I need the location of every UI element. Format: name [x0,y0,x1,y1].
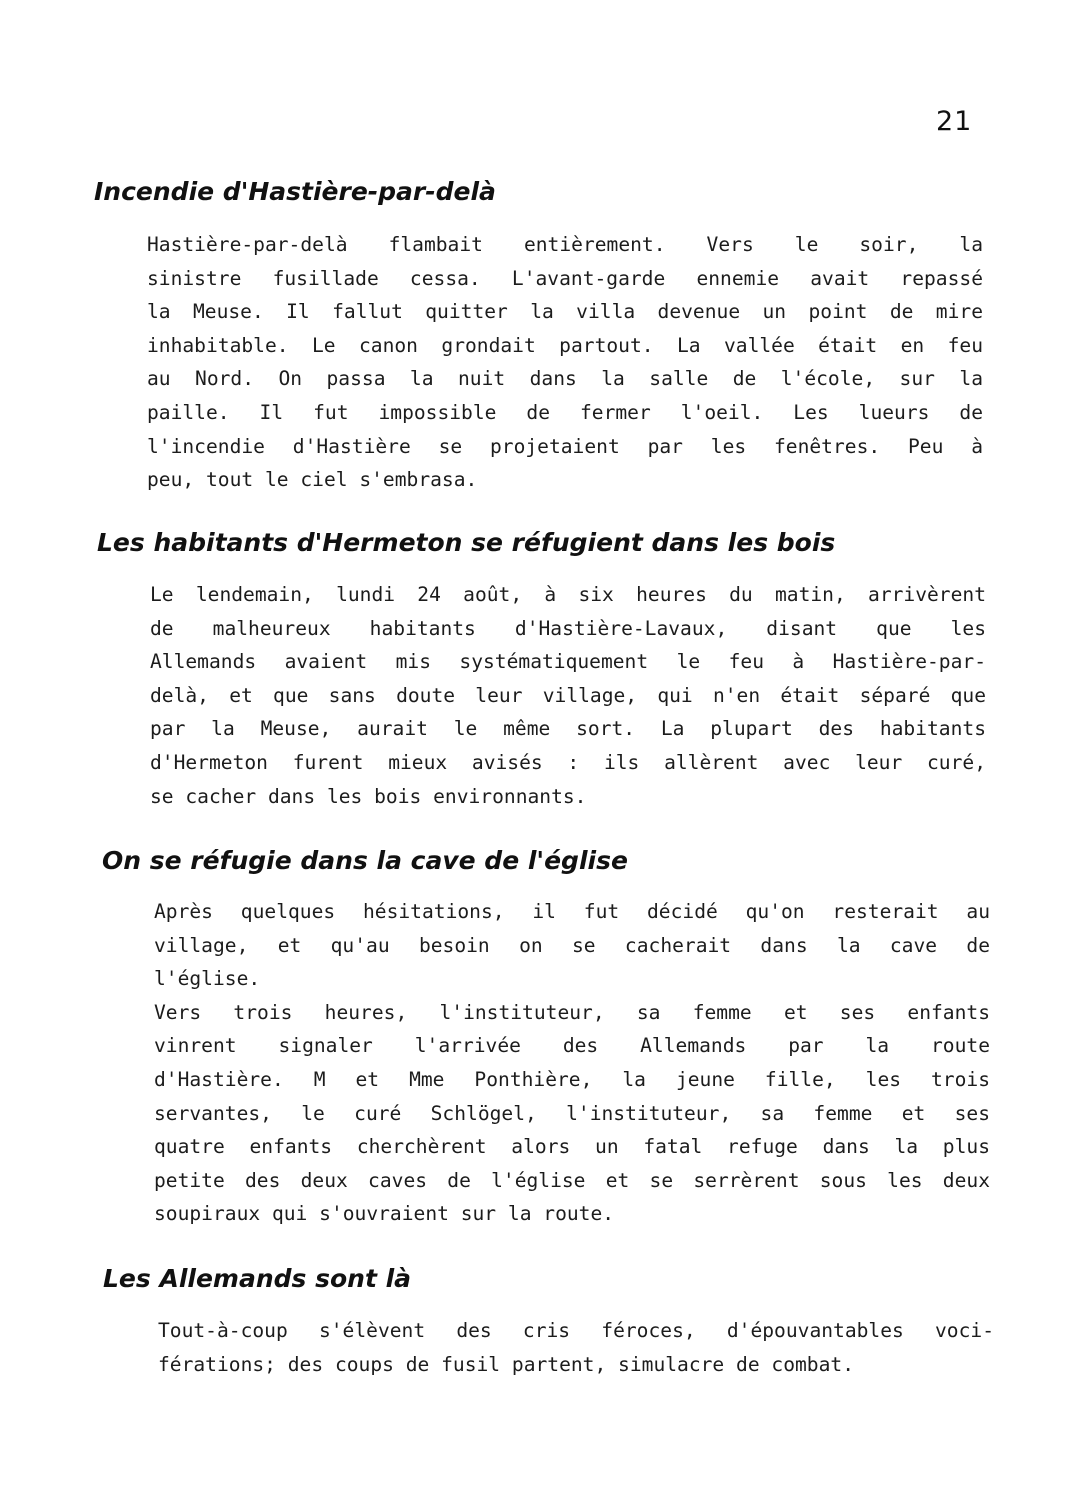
section-body [150,578,986,813]
text-line: servantes, le curé Schlögel, l'instituteur, sa femme et ses [154,1101,990,1125]
text-line: village, et qu'au besoin on se cacherait dans la cave de [154,933,990,957]
text-line: au Nord. On passa la nuit dans la salle de l'école, sur la [147,367,983,391]
section-habitants-hermeton [97,527,986,808]
text-line: de malheureux habitants d'Hastière-Lavaux, disant que les [150,616,986,640]
text-line: soupiraux qui s'ouvraient sur la route. [154,1202,615,1226]
section-body [158,1314,994,1381]
paragraph [154,895,990,996]
text-line: Après quelques hésitations, il fut décidé qu'on resterait au [154,900,990,923]
paragraph [154,996,990,1231]
text-line: Hastière-par-delà flambait entièrement. Vers le soir, la [147,233,983,256]
text-line: vinrent signaler l'arrivée des Allemands par la route [154,1034,990,1058]
text-line: l'église. [154,967,261,991]
section-body [147,228,983,497]
page-number: 21 [936,106,973,137]
section-heading: Les Allemands sont là [103,1264,412,1293]
text-line: sinistre fusillade cessa. L'avant-garde ennemie avait repassé [147,266,983,290]
text-line: peu, tout le ciel s'embrasa. [147,468,478,492]
text-line: petite des deux caves de l'église et se serrèrent sous les deux [154,1168,990,1192]
text-line: Le lendemain, lundi 24 août, à six heures du matin, arrivèrent [150,583,986,606]
paragraph [150,578,986,813]
text-line: quatre enfants cherchèrent alors un fatal refuge dans la plus [154,1135,990,1159]
text-line: d'Hastière. M et Mme Ponthière, la jeune fille, les trois [154,1067,990,1091]
section-heading: Les habitants d'Hermeton se réfugient dans les bois [97,528,836,557]
text-line: d'Hermeton furent mieux avisés : ils allèrent avec leur curé, [150,750,986,774]
paragraph [147,228,983,497]
section-allemands-sont-la [103,1263,994,1376]
text-line: Tout-à-coup s'élèvent des cris féroces, d'épouvantables voci- [158,1319,994,1342]
text-line: Vers trois heures, l'instituteur, sa femme et ses enfants [154,1000,990,1024]
text-line: inhabitable. Le canon grondait partout. La vallée était en feu [147,333,983,357]
section-heading: Incendie d'Hastière-par-delà [94,177,496,206]
paragraph [158,1314,994,1381]
section-cave-eglise [102,845,990,1226]
text-line: l'incendie d'Hastière se projetaient par les fenêtres. Peu à [147,434,983,458]
text-line: paille. Il fut impossible de fermer l'oeil. Les lueurs de [147,400,983,424]
text-line: par la Meuse, aurait le même sort. La plupart des habitants [150,717,986,741]
text-line: férations; des coups de fusil partent, simulacre de combat. [158,1352,854,1376]
section-incendie [94,176,983,492]
section-body [154,895,990,1231]
text-line: la Meuse. Il fallut quitter la villa devenue un point de mire [147,300,983,324]
text-line: se cacher dans les bois environnants. [150,784,587,808]
section-heading: On se réfugie dans la cave de l'église [102,846,628,875]
text-line: delà, et que sans doute leur village, qui n'en était séparé que [150,683,986,707]
text-line: Allemands avaient mis systématiquement le feu à Hastière-par- [150,650,986,674]
